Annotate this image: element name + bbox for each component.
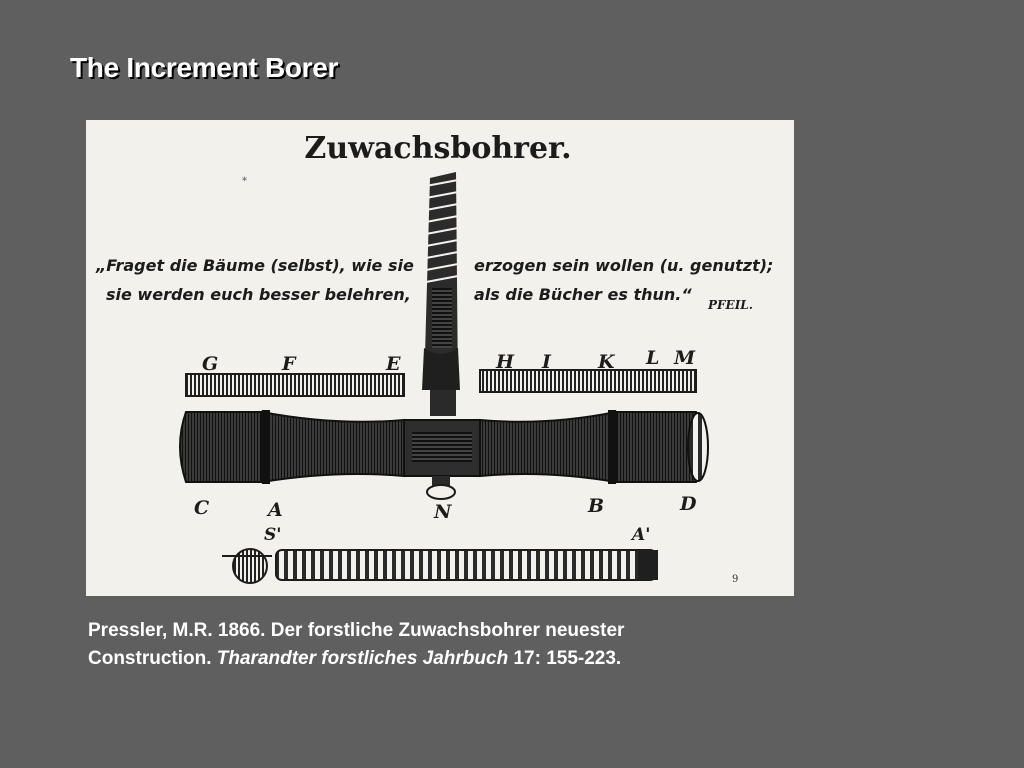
borer-handle [180,410,708,499]
lower-hollow-bit [222,549,658,583]
label-m: M [674,347,696,369]
figure-heading: Zuwachsbohrer. [304,131,572,166]
label-l: L [646,347,660,369]
svg-text:*: * [242,176,247,187]
label-n: N [434,501,452,523]
caption-line-2-start: Construction. [88,648,217,669]
quote-left-line-2: sie werden euch besser belehren, [106,285,411,304]
label-k: K [598,351,615,373]
upper-scale-left [186,374,404,396]
quote-left-line-1: „Fraget die Bäume (selbst), wie sie [96,256,414,275]
slide-title: The Increment Borer [70,52,339,83]
caption-line-1: Pressler, M.R. 1866. Der forstliche Zuwachsbohrer neuester [88,620,625,641]
label-f: F [282,353,296,375]
increment-borer-illustration [86,120,794,596]
label-s-prime: S' [264,525,282,545]
label-a-prime: A' [632,525,651,545]
label-a: A [268,499,283,521]
label-g: G [202,353,219,375]
citation-caption [88,617,808,673]
label-b: B [588,495,605,517]
caption-journal: Tharandter forstliches Jahrbuch [216,648,509,669]
label-c: C [194,497,210,519]
screw-shaft [422,172,460,416]
label-h: H [496,351,514,373]
quote-right-line-2: als die Bücher es thun.“ [474,285,692,304]
label-i: I [542,351,551,373]
quote-right-line-1: erzogen sein wollen (u. genutzt); [474,256,774,275]
label-e: E [386,353,401,375]
caption-line-2-end: 17: 155-223. [508,648,622,669]
label-d: D [680,493,697,515]
quote-author: PFEIL. [708,298,753,312]
upper-scale-right [480,370,696,392]
page-mark: 9 [732,574,739,585]
